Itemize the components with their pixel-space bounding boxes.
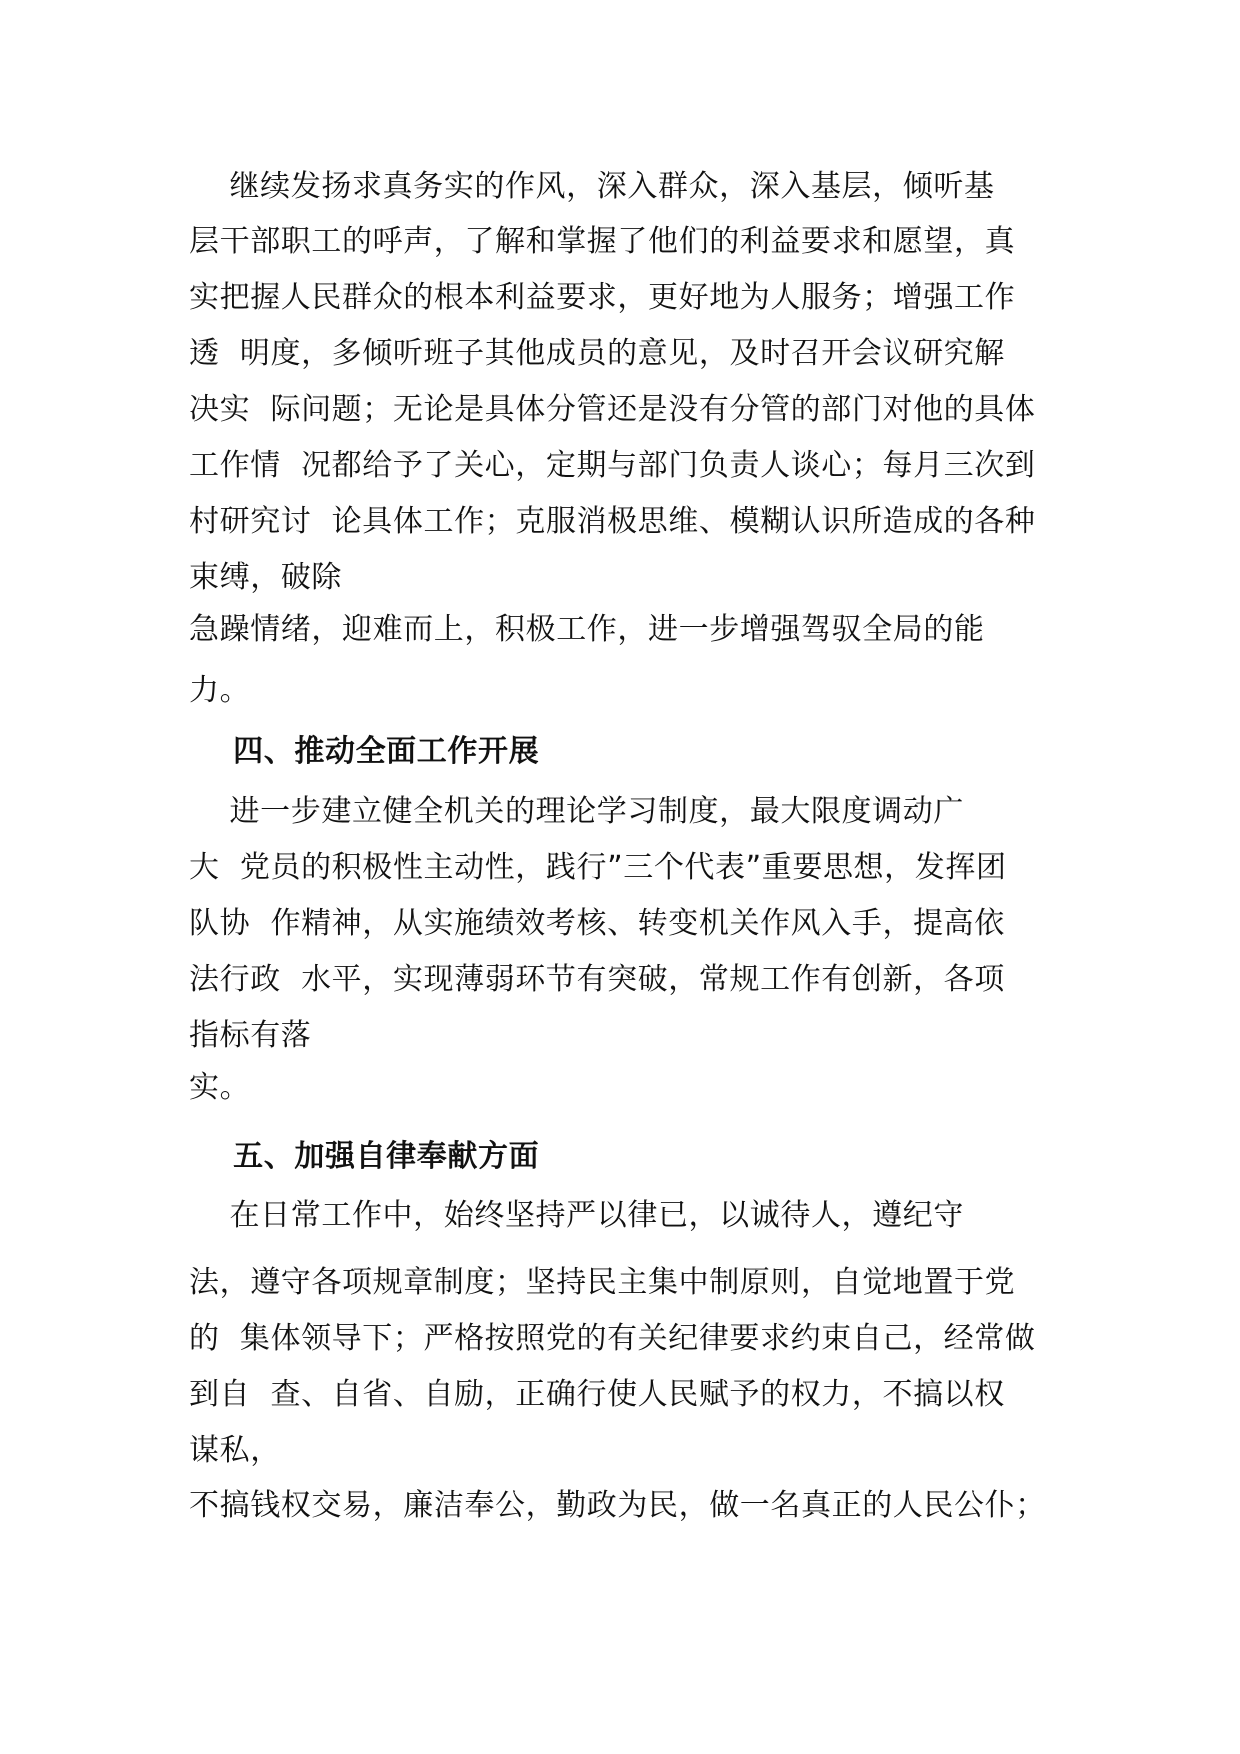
paragraph-3-line-4: 到自 查、自省、自励，正确行使人民赋予的权力，不搞以权 [189, 1377, 1005, 1412]
paragraph-1-line-8: 束缚，破除 [189, 560, 342, 595]
paragraph-2-line-3: 队协 作精神，从实施绩效考核、转变机关作风入手，提高依 [189, 906, 1005, 941]
paragraph-2-line-1: 进一步建立健全机关的理论学习制度，最大限度调动广 [189, 794, 964, 829]
paragraph-1-line-9: 急躁情绪，迎难而上，积极工作，进一步增强驾驭全局的能 [189, 612, 985, 647]
paragraph-1-line-1: 继续发扬求真务实的作风，深入群众，深入基层，倾听基 [189, 169, 995, 204]
paragraph-3-line-3: 的 集体领导下；严格按照党的有关纪律要求约束自己，经常做 [189, 1321, 1036, 1356]
paragraph-1-line-4: 透 明度，多倾听班子其他成员的意见，及时召开会议研究解 [189, 336, 1005, 371]
paragraph-1-line-5: 决实 际问题；无论是具体分管还是没有分管的部门对他的具体 [189, 392, 1036, 427]
paragraph-2-line-5: 指标有落 [189, 1018, 312, 1053]
paragraph-2-line-6: 实。 [189, 1070, 251, 1105]
paragraph-1-line-7: 村研究讨 论具体工作；克服消极思维、模糊认识所造成的各种 [189, 504, 1036, 539]
paragraph-2-line-4: 法行政 水平，实现薄弱环节有突破，常规工作有创新，各项 [189, 962, 1005, 997]
section-heading-5: 五、加强自律奉献方面 [189, 1139, 540, 1174]
paragraph-2-line-2: 大 党员的积极性主动性，践行”三个代表”重要思想，发挥团 [189, 850, 1007, 885]
paragraph-3-line-1: 在日常工作中，始终坚持严以律已，以诚待人，遵纪守 [189, 1198, 964, 1233]
paragraph-1-line-6: 工作情 况都给予了关心，定期与部门负责人谈心；每月三次到 [189, 448, 1036, 483]
paragraph-3-line-5: 谋私， [189, 1433, 281, 1468]
paragraph-3-line-2: 法，遵守各项规章制度；坚持民主集中制原则，自觉地置于党 [189, 1265, 1016, 1300]
paragraph-1-line-10: 力。 [189, 673, 251, 708]
paragraph-1-line-3: 实把握人民群众的根本利益要求，更好地为人服务；增强工作 [189, 280, 1016, 315]
paragraph-3-line-6: 不搞钱权交易，廉洁奉公，勤政为民，做一名真正的人民公仆； [189, 1488, 1046, 1523]
paragraph-1-line-2: 层干部职工的呼声，了解和掌握了他们的利益要求和愿望，真 [189, 224, 1016, 259]
section-heading-4: 四、推动全面工作开展 [189, 734, 540, 769]
